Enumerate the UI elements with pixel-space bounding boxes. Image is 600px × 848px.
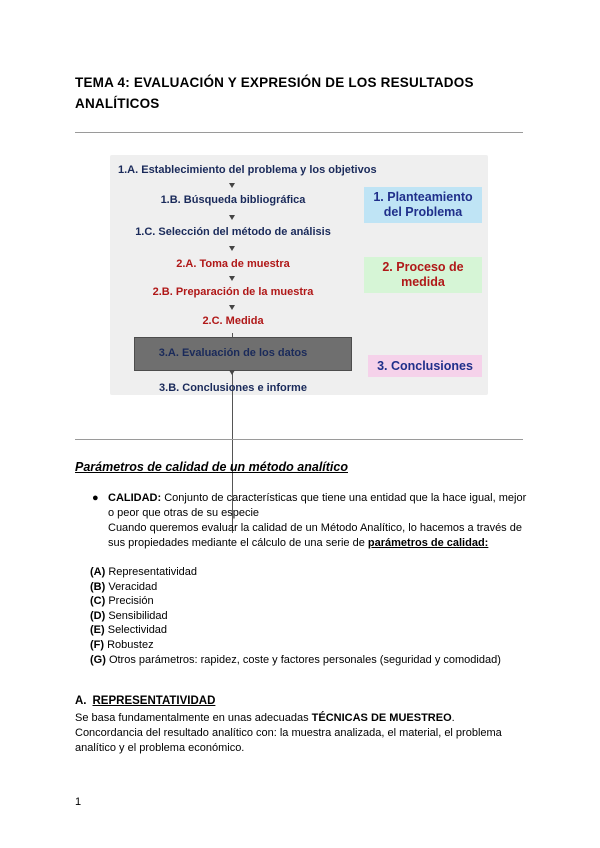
phase-3-box: 3. Conclusiones bbox=[368, 355, 482, 377]
arrow-down-icon bbox=[229, 246, 235, 251]
step-3a: 3.A. Evaluación de los datos bbox=[158, 347, 308, 359]
param-text: Sensibilidad bbox=[105, 609, 168, 622]
param-text: Selectividad bbox=[104, 624, 168, 637]
param-letter: (G) bbox=[90, 653, 106, 666]
step-1a: 1.A. Establecimiento del problema y los objetivos bbox=[118, 164, 377, 176]
bullet-dot-icon: ● bbox=[92, 492, 99, 504]
step-1b: 1.B. Búsqueda bibliográfica bbox=[160, 194, 306, 206]
list-item bbox=[90, 580, 501, 595]
param-letter: (F) bbox=[90, 638, 105, 651]
param-text: Veracidad bbox=[105, 580, 158, 593]
param-text: Robustez bbox=[104, 638, 154, 651]
param-letter: (C) bbox=[90, 595, 106, 608]
step-1c: 1.C. Selección del método de análisis bbox=[135, 226, 331, 238]
quality-definition: Conjunto de características que tiene una entidad que la hace igual, mejor o peor que otras de su especie bbox=[108, 492, 527, 519]
param-text: Precisión bbox=[105, 595, 154, 608]
section-a-letter: A. bbox=[75, 695, 87, 707]
list-item bbox=[90, 638, 501, 653]
list-item bbox=[90, 594, 501, 609]
arrow-down-icon bbox=[229, 183, 235, 188]
list-item bbox=[90, 653, 501, 668]
section-a-line1-suffix: . bbox=[451, 712, 455, 724]
phase-2-box: 2. Proceso de medida bbox=[364, 257, 482, 293]
divider-bottom bbox=[75, 439, 523, 440]
section-heading: Parámetros de calidad de un método analítico bbox=[75, 460, 348, 474]
section-a-line1-bold: TÉCNICAS DE MUESTREO bbox=[311, 712, 452, 724]
list-item bbox=[90, 623, 501, 638]
page-title: TEMA 4: EVALUACIÓN Y EXPRESIÓN DE LOS RESULTADOS ANALÍTICOS bbox=[75, 75, 474, 111]
quality-label: CALIDAD: bbox=[108, 492, 162, 504]
page-number: 1 bbox=[75, 796, 82, 808]
section-a-heading bbox=[75, 695, 215, 707]
list-item bbox=[90, 565, 501, 580]
divider-top bbox=[75, 132, 523, 133]
process-diagram bbox=[110, 155, 488, 395]
arrow-down-icon bbox=[229, 276, 235, 281]
param-letter: (B) bbox=[90, 580, 106, 593]
section-a-line1-prefix: Se basa fundamentalmente en unas adecuadas bbox=[75, 712, 312, 724]
param-letter: (A) bbox=[90, 566, 106, 578]
list-item bbox=[90, 609, 501, 624]
quality-params-emphasis: parámetros de calidad: bbox=[367, 537, 489, 549]
section-a-title: REPRESENTATIVIDAD bbox=[92, 695, 216, 707]
section-a-body bbox=[75, 711, 515, 756]
arrow-down-icon bbox=[229, 215, 235, 220]
phase-1-box: 1. Planteamiento del Problema bbox=[364, 187, 482, 223]
param-letter: (D) bbox=[90, 609, 106, 622]
param-text: Otros parámetros: rapidez, coste y factores personales (seguridad y comodidad) bbox=[105, 653, 501, 666]
arrow-down-icon bbox=[229, 370, 235, 375]
arrow-down-icon bbox=[229, 305, 235, 310]
step-2a: 2.A. Toma de muestra bbox=[176, 258, 290, 270]
param-letter: (E) bbox=[90, 624, 105, 637]
step-3b: 3.B. Conclusiones e informe bbox=[159, 382, 307, 394]
param-text: Representatividad bbox=[105, 566, 198, 578]
params-list bbox=[90, 565, 501, 667]
quality-evaluation-text: Cuando queremos evaluar la calidad de un Método Analítico, lo hacemos a través de sus propiedades mediante el cálculo de una serie de bbox=[108, 522, 522, 549]
bullet-content bbox=[108, 491, 528, 551]
section-a-line2: Concordancia del resultado analítico con: la muestra analizada, el material, el problema analítico y el problema económico. bbox=[75, 727, 502, 754]
step-2b: 2.B. Preparación de la muestra bbox=[152, 286, 314, 298]
step-2c: 2.C. Medida bbox=[202, 315, 264, 327]
